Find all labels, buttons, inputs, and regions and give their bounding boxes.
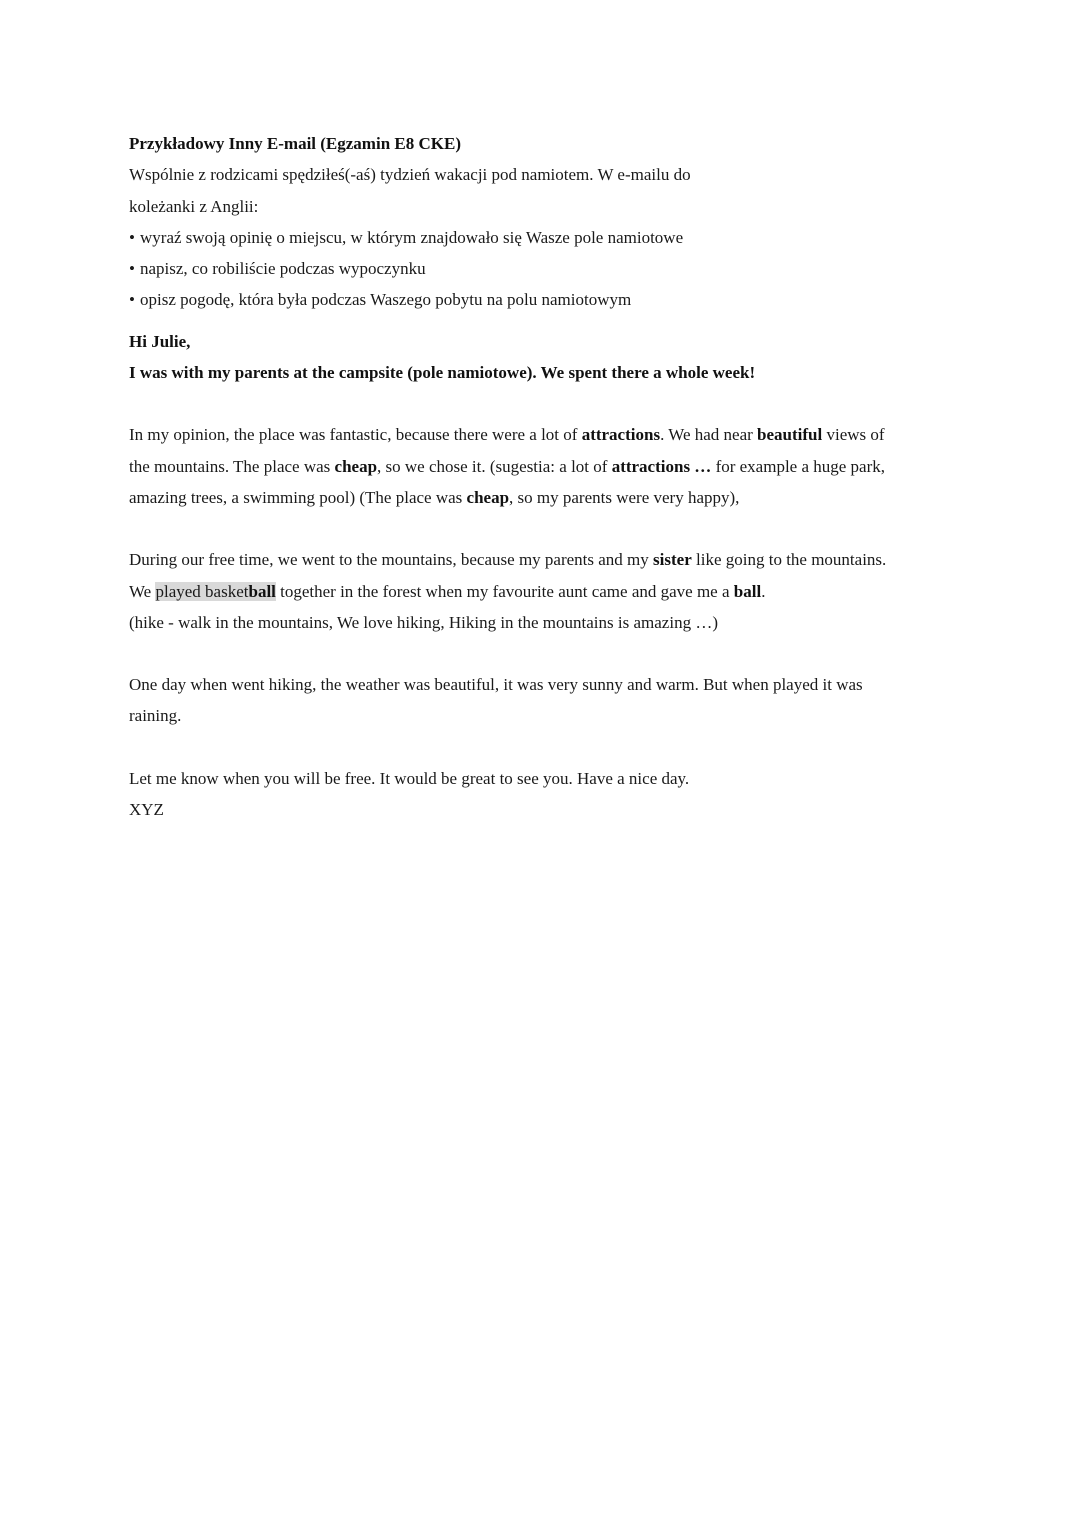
task-intro-line: koleżanki z Anglii:	[129, 196, 259, 216]
task-bullet: • napisz, co robiliście podczas wypoczynku	[129, 253, 959, 284]
email-paragraph-weather: One day when went hiking, the weather was beautiful, it was very sunny and warm. But when played it was raining.	[129, 675, 863, 726]
email-closing: Let me know when you will be free. It would be great to see you. Have a nice day.	[129, 768, 690, 788]
task-bullet: • wyraź swoją opinię o miejscu, w którym znajdowało się Wasze pole namiotowe	[129, 222, 959, 253]
bullet-icon: •	[129, 290, 135, 310]
task-intro-line: Wspólnie z rodzicami spędziłeś(-aś) tydzień wakacji pod namiotem. W e-mailu do	[129, 165, 691, 185]
email-opening: I was with my parents at the campsite (pole namiotowe). We spent there a whole week!	[129, 363, 756, 383]
document-page	[129, 128, 959, 825]
bullet-icon: •	[129, 227, 135, 247]
task-bullet: • opisz pogodę, która była podczas Waszego pobytu na polu namiotowym	[129, 284, 959, 315]
email-paragraph-place: In my opinion, the place was fantastic, because there were a lot of attractions. We had near beautiful views of the mountains. The place was cheap, so we chose it. (sugestia: a lot of attractions … for example a huge park, amazing trees, a swimming pool) (The place was cheap, so my parents were very happy),	[129, 425, 886, 507]
email-signature: XYZ	[129, 800, 164, 820]
highlighted-text: played basketball	[155, 581, 276, 601]
task-title: Przykładowy Inny E-mail (Egzamin E8 CKE)	[129, 134, 461, 153]
bullet-icon: •	[129, 259, 135, 279]
email-greeting: Hi Julie,	[129, 331, 191, 351]
email-paragraph-activities: During our free time, we went to the mountains, because my parents and my sister like going to the mountains. We played basketball together in the forest when my favourite aunt came and gave me a ball. (hike - walk in the mountains, We love hiking, Hiking in the mountains is amazing …)	[129, 550, 887, 632]
